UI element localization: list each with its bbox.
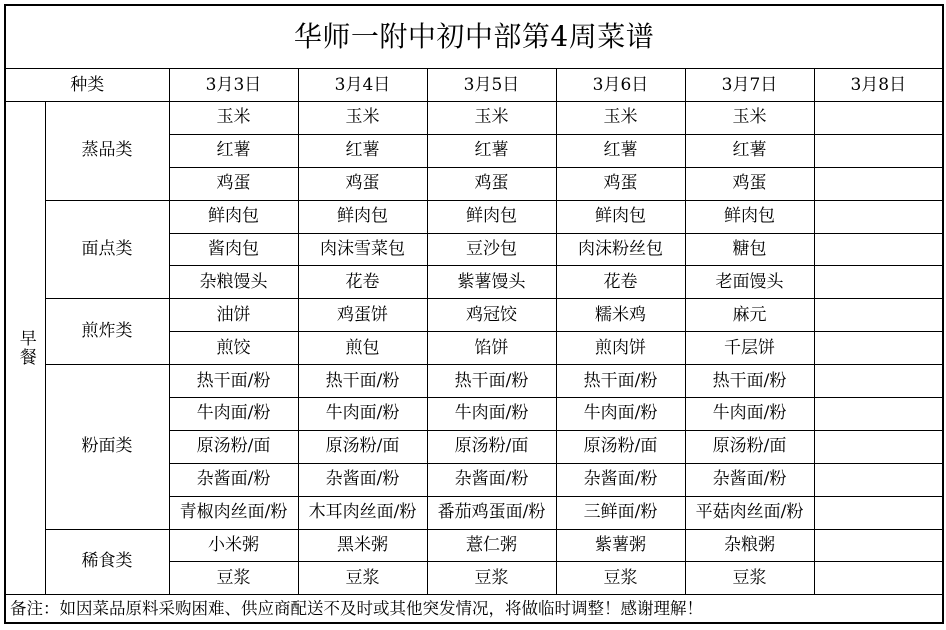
- dish-cell: 鸡蛋: [298, 167, 427, 200]
- dish-cell: [814, 167, 943, 200]
- day-header: 3月8日: [814, 69, 943, 102]
- dish-cell: 紫薯馒头: [427, 266, 556, 299]
- dish-cell: 牛肉面/粉: [298, 398, 427, 431]
- dish-cell: 杂酱面/粉: [298, 463, 427, 496]
- dish-cell: 木耳肉丝面/粉: [298, 496, 427, 529]
- day-header: 3月5日: [427, 69, 556, 102]
- meal-label: 早餐: [5, 102, 45, 595]
- day-header: 3月4日: [298, 69, 427, 102]
- dish-cell: 青椒肉丝面/粉: [169, 496, 298, 529]
- dish-cell: 杂粮粥: [685, 529, 814, 562]
- dish-cell: 原汤粉/面: [556, 430, 685, 463]
- dish-cell: 煎饺: [169, 332, 298, 365]
- category-header: 种类: [5, 69, 169, 102]
- table-row: [5, 102, 943, 135]
- dish-cell: 豆浆: [427, 562, 556, 595]
- dish-cell: 薏仁粥: [427, 529, 556, 562]
- dish-cell: 热干面/粉: [556, 365, 685, 398]
- dish-cell: 原汤粉/面: [298, 430, 427, 463]
- dish-cell: 肉沫雪菜包: [298, 233, 427, 266]
- dish-cell: 鲜肉包: [685, 200, 814, 233]
- dish-cell: 油饼: [169, 299, 298, 332]
- dish-cell: 豆浆: [685, 562, 814, 595]
- dish-cell: 鸡冠饺: [427, 299, 556, 332]
- dish-cell: 杂酱面/粉: [169, 463, 298, 496]
- category-label: 煎炸类: [45, 299, 169, 365]
- dish-cell: 花卷: [556, 266, 685, 299]
- dish-cell: 杂粮馒头: [169, 266, 298, 299]
- menu-table: [4, 4, 944, 624]
- dish-cell: 鲜肉包: [169, 200, 298, 233]
- dish-cell: 热干面/粉: [298, 365, 427, 398]
- dish-cell: 红薯: [427, 134, 556, 167]
- dish-cell: 玉米: [685, 102, 814, 135]
- dish-cell: 三鲜面/粉: [556, 496, 685, 529]
- dish-cell: 杂酱面/粉: [427, 463, 556, 496]
- dish-cell: 牛肉面/粉: [427, 398, 556, 431]
- dish-cell: 热干面/粉: [685, 365, 814, 398]
- dish-cell: 原汤粉/面: [685, 430, 814, 463]
- dish-cell: 鲜肉包: [298, 200, 427, 233]
- dish-cell: 平菇肉丝面/粉: [685, 496, 814, 529]
- dish-cell: 肉沫粉丝包: [556, 233, 685, 266]
- dish-cell: [814, 562, 943, 595]
- dish-cell: 糯米鸡: [556, 299, 685, 332]
- dish-cell: 红薯: [298, 134, 427, 167]
- dish-cell: [814, 332, 943, 365]
- dish-cell: 花卷: [298, 266, 427, 299]
- category-label: 粉面类: [45, 365, 169, 529]
- dish-cell: 红薯: [169, 134, 298, 167]
- dish-cell: [814, 233, 943, 266]
- dish-cell: 糖包: [685, 233, 814, 266]
- dish-cell: 豆浆: [169, 562, 298, 595]
- dish-cell: 小米粥: [169, 529, 298, 562]
- dish-cell: 鲜肉包: [556, 200, 685, 233]
- dish-cell: 原汤粉/面: [169, 430, 298, 463]
- dish-cell: 豆沙包: [427, 233, 556, 266]
- dish-cell: 牛肉面/粉: [685, 398, 814, 431]
- dish-cell: 豆浆: [556, 562, 685, 595]
- dish-cell: 鸡蛋: [556, 167, 685, 200]
- dish-cell: 牛肉面/粉: [169, 398, 298, 431]
- dish-cell: 豆浆: [298, 562, 427, 595]
- table-row: [5, 200, 943, 233]
- dish-cell: 鸡蛋: [169, 167, 298, 200]
- dish-cell: 热干面/粉: [427, 365, 556, 398]
- dish-cell: [814, 266, 943, 299]
- dish-cell: [814, 463, 943, 496]
- dish-cell: 麻元: [685, 299, 814, 332]
- dish-cell: 馅饼: [427, 332, 556, 365]
- dish-cell: 鸡蛋: [685, 167, 814, 200]
- table-row: [5, 365, 943, 398]
- dish-cell: 酱肉包: [169, 233, 298, 266]
- footnote: 备注：如因菜品原料采购困难、供应商配送不及时或其他突发情况，将做临时调整！感谢理解！: [5, 595, 943, 624]
- category-label: 蒸品类: [45, 102, 169, 201]
- day-header: 3月7日: [685, 69, 814, 102]
- dish-cell: [814, 398, 943, 431]
- dish-cell: 鸡蛋饼: [298, 299, 427, 332]
- dish-cell: 玉米: [556, 102, 685, 135]
- menu-title: 华师一附中初中部第4周菜谱: [5, 5, 943, 69]
- dish-cell: 热干面/粉: [169, 365, 298, 398]
- dish-cell: 黑米粥: [298, 529, 427, 562]
- dish-cell: [814, 102, 943, 135]
- dish-cell: 老面馒头: [685, 266, 814, 299]
- dish-cell: [814, 365, 943, 398]
- dish-cell: 玉米: [427, 102, 556, 135]
- dish-cell: 杂酱面/粉: [556, 463, 685, 496]
- day-header: 3月6日: [556, 69, 685, 102]
- dish-cell: [814, 134, 943, 167]
- day-header: 3月3日: [169, 69, 298, 102]
- dish-cell: 红薯: [556, 134, 685, 167]
- dish-cell: 玉米: [298, 102, 427, 135]
- dish-cell: 千层饼: [685, 332, 814, 365]
- dish-cell: 鲜肉包: [427, 200, 556, 233]
- dish-cell: 煎肉饼: [556, 332, 685, 365]
- dish-cell: 红薯: [685, 134, 814, 167]
- table-row: [5, 299, 943, 332]
- dish-cell: 紫薯粥: [556, 529, 685, 562]
- dish-cell: [814, 299, 943, 332]
- header-row: [5, 69, 943, 102]
- dish-cell: [814, 200, 943, 233]
- category-label: 稀食类: [45, 529, 169, 595]
- dish-cell: [814, 430, 943, 463]
- dish-cell: 煎包: [298, 332, 427, 365]
- dish-cell: 鸡蛋: [427, 167, 556, 200]
- menu-sheet: [4, 4, 942, 624]
- dish-cell: [814, 496, 943, 529]
- dish-cell: 番茄鸡蛋面/粉: [427, 496, 556, 529]
- dish-cell: 牛肉面/粉: [556, 398, 685, 431]
- dish-cell: 玉米: [169, 102, 298, 135]
- category-label: 面点类: [45, 200, 169, 299]
- table-row: [5, 529, 943, 562]
- dish-cell: 杂酱面/粉: [685, 463, 814, 496]
- dish-cell: 原汤粉/面: [427, 430, 556, 463]
- dish-cell: [814, 529, 943, 562]
